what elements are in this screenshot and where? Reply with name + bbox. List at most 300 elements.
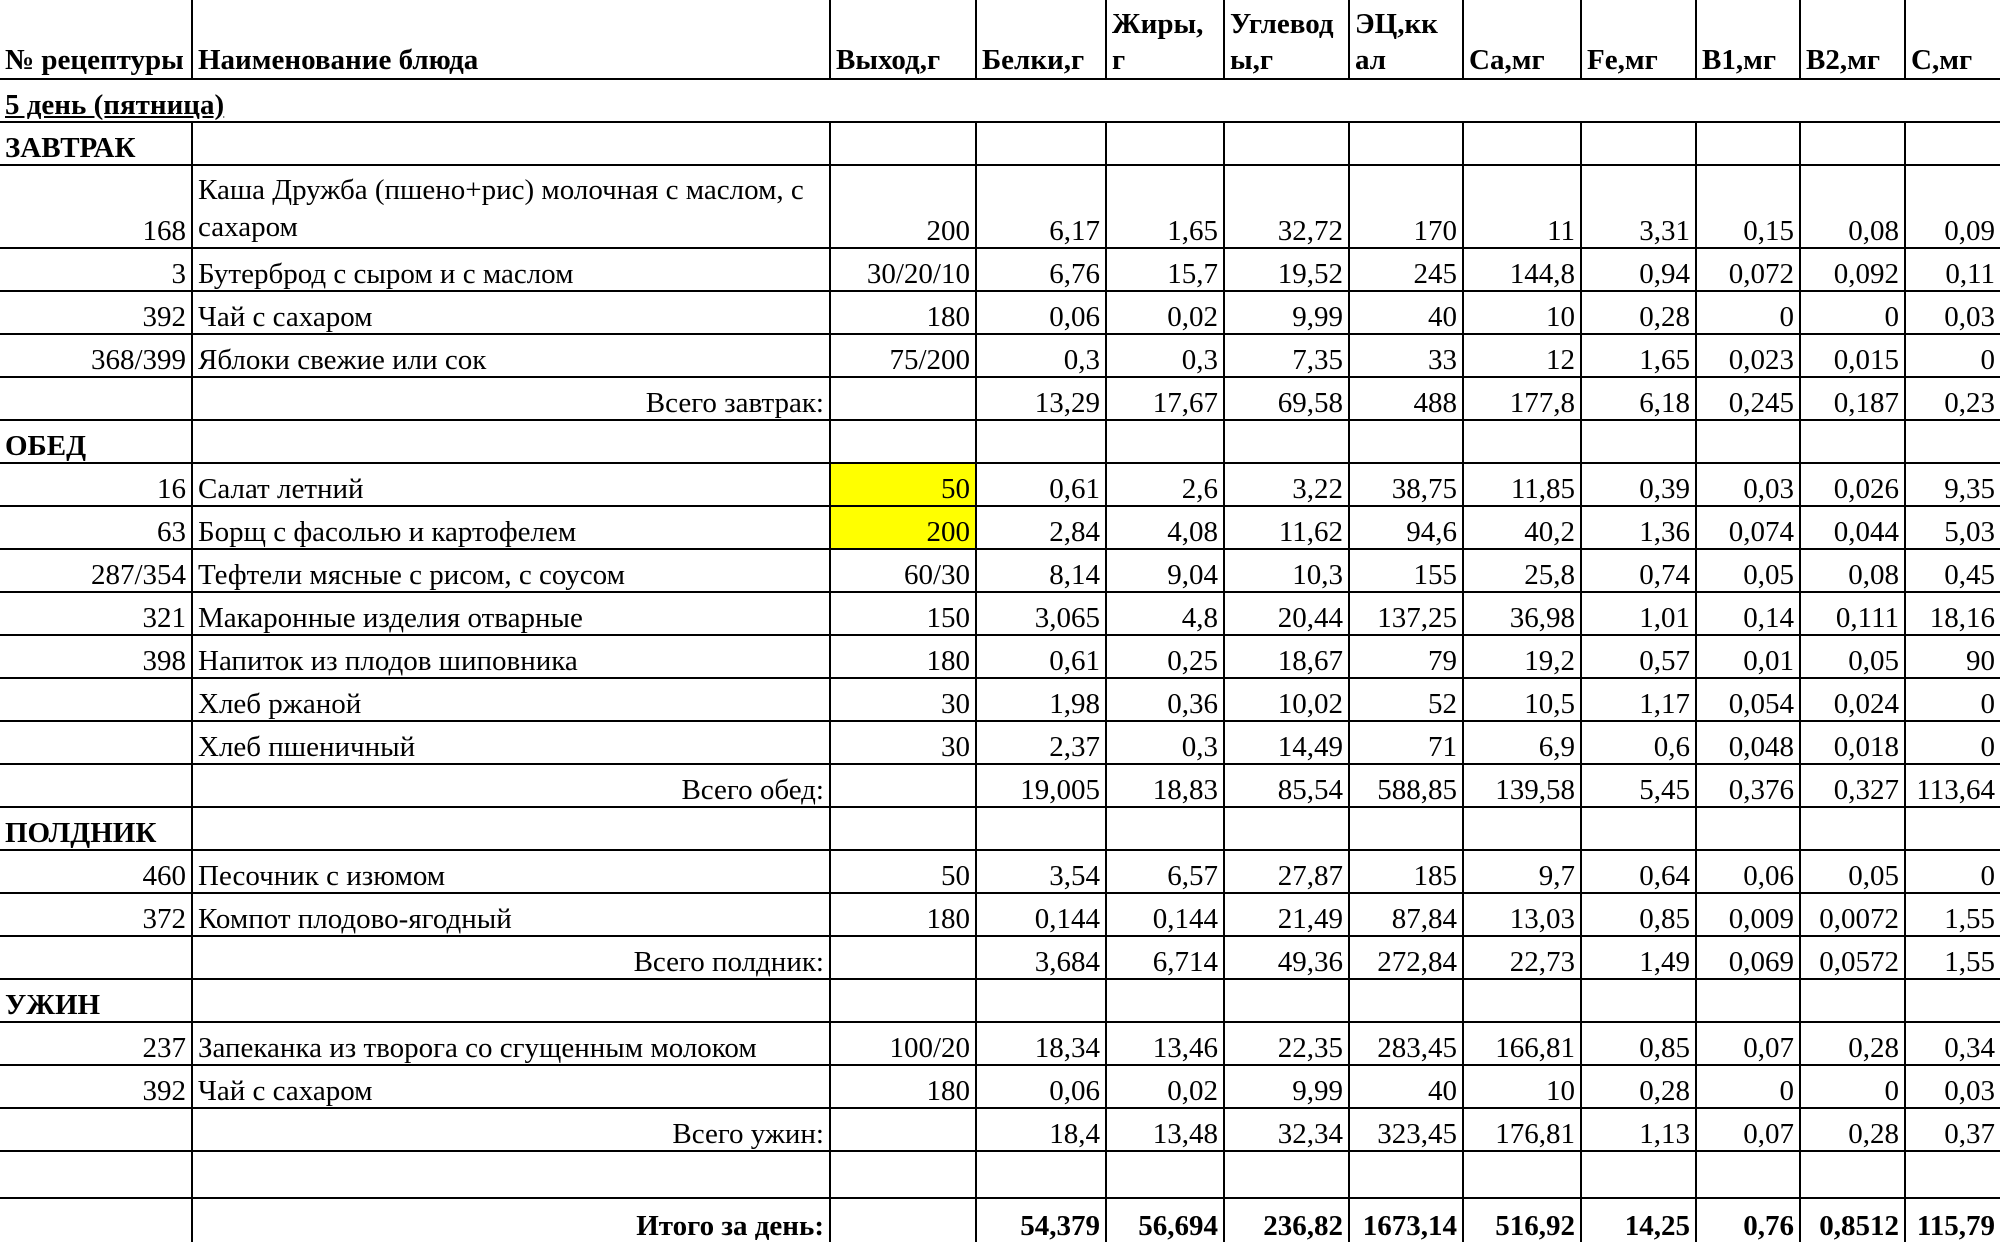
empty-cell [830,377,976,420]
carbs-value: 7,35 [1224,334,1349,377]
empty-cell [1224,420,1349,463]
energy-value: 52 [1349,678,1463,721]
day-row [0,79,2000,122]
carbs-value: 10,02 [1224,678,1349,721]
empty-cell [1581,420,1696,463]
empty-cell [1905,420,2000,463]
protein-value: 6,76 [976,248,1106,291]
iron-value: 0,64 [1581,850,1696,893]
calcium-value: 11,85 [1463,463,1581,506]
section-row [0,420,2000,463]
recipe-number: 237 [0,1022,192,1065]
total-value: 69,58 [1224,377,1349,420]
total-value: 0,245 [1696,377,1800,420]
b1-value: 0,072 [1696,248,1800,291]
empty-cell [1106,1151,1224,1198]
section-total-row [0,936,2000,979]
calcium-value: 12 [1463,334,1581,377]
header-cell: ЭЦ,кк ал [1349,0,1463,79]
empty-cell [1224,122,1349,165]
energy-value: 87,84 [1349,893,1463,936]
empty-cell [976,1151,1106,1198]
carbs-value: 11,62 [1224,506,1349,549]
empty-cell [0,377,192,420]
empty-cell [830,979,976,1022]
empty-cell [830,1151,976,1198]
dish-name: Напиток из плодов шиповника [192,635,830,678]
carbs-value: 20,44 [1224,592,1349,635]
empty-cell [1349,807,1463,850]
total-value: 0,187 [1800,377,1905,420]
header-cell: Белки,г [976,0,1106,79]
dish-name: Яблоки свежие или сок [192,334,830,377]
dish-name: Тефтели мясные с рисом, с соусом [192,549,830,592]
dish-name: Чай с сахаром [192,1065,830,1108]
carbs-value: 22,35 [1224,1022,1349,1065]
recipe-number: 3 [0,248,192,291]
empty-cell [1800,420,1905,463]
yield-value: 200 [830,506,976,549]
energy-value: 38,75 [1349,463,1463,506]
calcium-value: 13,03 [1463,893,1581,936]
calcium-value: 10 [1463,291,1581,334]
empty-cell [1581,1151,1696,1198]
empty-cell [0,936,192,979]
empty-cell [1581,122,1696,165]
b2-value: 0 [1800,1065,1905,1108]
total-value: 588,85 [1349,764,1463,807]
recipe-number: 372 [0,893,192,936]
energy-value: 283,45 [1349,1022,1463,1065]
empty-cell [192,807,830,850]
dish-name: Каша Дружба (пшено+рис) молочная с маслом, с сахаром [192,165,830,248]
iron-value: 0,57 [1581,635,1696,678]
empty-cell [1349,122,1463,165]
protein-value: 2,84 [976,506,1106,549]
empty-cell [1696,1151,1800,1198]
recipe-number: 16 [0,463,192,506]
total-value: 272,84 [1349,936,1463,979]
fat-value: 4,8 [1106,592,1224,635]
fat-value: 0,25 [1106,635,1224,678]
recipe-number: 287/354 [0,549,192,592]
vitamin-c-value: 0,34 [1905,1022,2000,1065]
empty-cell [1696,979,1800,1022]
b1-value: 0,03 [1696,463,1800,506]
table-row [0,850,2000,893]
total-value: 49,36 [1224,936,1349,979]
b1-value: 0,048 [1696,721,1800,764]
vitamin-c-value: 90 [1905,635,2000,678]
total-value: 19,005 [976,764,1106,807]
iron-value: 0,74 [1581,549,1696,592]
total-value: 32,34 [1224,1108,1349,1151]
total-value: 18,83 [1106,764,1224,807]
iron-value: 0,94 [1581,248,1696,291]
b2-value: 0,092 [1800,248,1905,291]
yield-value: 30/20/10 [830,248,976,291]
header-cell: В2,мг [1800,0,1905,79]
header-cell: Fe,мг [1581,0,1696,79]
iron-value: 1,36 [1581,506,1696,549]
empty-cell [1581,807,1696,850]
empty-cell [1696,122,1800,165]
recipe-number [0,721,192,764]
carbs-value: 21,49 [1224,893,1349,936]
table-row [0,549,2000,592]
total-value: 0,28 [1800,1108,1905,1151]
b2-value: 0,28 [1800,1022,1905,1065]
carbs-value: 32,72 [1224,165,1349,248]
dish-name: Хлеб пшеничный [192,721,830,764]
empty-cell [192,420,830,463]
b2-value: 0,018 [1800,721,1905,764]
energy-value: 33 [1349,334,1463,377]
protein-value: 2,37 [976,721,1106,764]
section-title: ПОЛДНИК [0,807,192,850]
protein-value: 1,98 [976,678,1106,721]
energy-value: 94,6 [1349,506,1463,549]
empty-cell [1349,420,1463,463]
b2-value: 0,044 [1800,506,1905,549]
total-value: 6,18 [1581,377,1696,420]
b1-value: 0,06 [1696,850,1800,893]
protein-value: 8,14 [976,549,1106,592]
dish-name: Борщ с фасолью и картофелем [192,506,830,549]
iron-value: 0,6 [1581,721,1696,764]
empty-cell [830,936,976,979]
empty-cell [1800,122,1905,165]
section-total-label: Всего полдник: [192,936,830,979]
recipe-number: 392 [0,291,192,334]
grand-total-row [0,1198,2000,1242]
grand-total-label: Итого за день: [192,1198,830,1242]
iron-value: 1,17 [1581,678,1696,721]
table-row [0,635,2000,678]
empty-cell [1224,807,1349,850]
iron-value: 0,28 [1581,1065,1696,1108]
dish-name: Салат летний [192,463,830,506]
energy-value: 40 [1349,291,1463,334]
protein-value: 3,065 [976,592,1106,635]
calcium-value: 144,8 [1463,248,1581,291]
grand-total-value: 115,79 [1905,1198,2000,1242]
fat-value: 0,36 [1106,678,1224,721]
empty-cell [1905,1151,2000,1198]
total-value: 139,58 [1463,764,1581,807]
day-label: 5 день (пятница) [5,88,225,121]
total-value: 0,0572 [1800,936,1905,979]
empty-cell [1224,1151,1349,1198]
energy-value: 170 [1349,165,1463,248]
vitamin-c-value: 0,09 [1905,165,2000,248]
energy-value: 79 [1349,635,1463,678]
empty-cell [1800,979,1905,1022]
yield-value: 50 [830,850,976,893]
section-total-label: Всего ужин: [192,1108,830,1151]
empty-cell [1463,1151,1581,1198]
energy-value: 185 [1349,850,1463,893]
b2-value: 0,08 [1800,165,1905,248]
yield-value: 200 [830,165,976,248]
empty-cell [1696,420,1800,463]
iron-value: 1,01 [1581,592,1696,635]
total-value: 0,327 [1800,764,1905,807]
calcium-value: 9,7 [1463,850,1581,893]
empty-cell [0,764,192,807]
table-row [0,1022,2000,1065]
table-row [0,721,2000,764]
vitamin-c-value: 1,55 [1905,893,2000,936]
empty-cell [1800,807,1905,850]
b1-value: 0,07 [1696,1022,1800,1065]
fat-value: 1,65 [1106,165,1224,248]
yield-value: 75/200 [830,334,976,377]
calcium-value: 10,5 [1463,678,1581,721]
section-row [0,979,2000,1022]
empty-cell [1349,1151,1463,1198]
carbs-value: 27,87 [1224,850,1349,893]
empty-cell [192,122,830,165]
empty-cell [1106,807,1224,850]
fat-value: 0,3 [1106,334,1224,377]
grand-total-value: 1673,14 [1349,1198,1463,1242]
table-row [0,334,2000,377]
calcium-value: 19,2 [1463,635,1581,678]
header-row [0,0,2000,79]
protein-value: 0,61 [976,463,1106,506]
b2-value: 0,026 [1800,463,1905,506]
empty-cell [1463,420,1581,463]
b1-value: 0,15 [1696,165,1800,248]
empty-cell [830,1108,976,1151]
carbs-value: 14,49 [1224,721,1349,764]
total-value: 0,069 [1696,936,1800,979]
empty-cell [1106,122,1224,165]
table-row [0,506,2000,549]
total-value: 85,54 [1224,764,1349,807]
empty-cell [192,979,830,1022]
header-cell: Наименование блюда [192,0,830,79]
yield-value: 180 [830,291,976,334]
b1-value: 0,009 [1696,893,1800,936]
b1-value: 0,01 [1696,635,1800,678]
grand-total-value: 0,76 [1696,1198,1800,1242]
iron-value: 0,28 [1581,291,1696,334]
carbs-value: 9,99 [1224,291,1349,334]
empty-cell [0,1108,192,1151]
empty-cell [976,122,1106,165]
grand-total-value: 54,379 [976,1198,1106,1242]
fat-value: 0,3 [1106,721,1224,764]
table-row [0,248,2000,291]
empty-cell [830,764,976,807]
empty-cell [0,1151,192,1198]
empty-cell [1463,122,1581,165]
recipe-number: 368/399 [0,334,192,377]
total-value: 3,684 [976,936,1106,979]
b2-value: 0,05 [1800,850,1905,893]
vitamin-c-value: 0 [1905,850,2000,893]
fat-value: 13,46 [1106,1022,1224,1065]
header-cell: № рецептуры [0,0,192,79]
b2-value: 0,024 [1800,678,1905,721]
vitamin-c-value: 0 [1905,678,2000,721]
header-cell: В1,мг [1696,0,1800,79]
fat-value: 0,144 [1106,893,1224,936]
empty-cell [830,420,976,463]
table-row [0,592,2000,635]
total-value: 113,64 [1905,764,2000,807]
vitamin-c-value: 0,11 [1905,248,2000,291]
total-value: 177,8 [1463,377,1581,420]
yield-value: 60/30 [830,549,976,592]
b1-value: 0,023 [1696,334,1800,377]
carbs-value: 10,3 [1224,549,1349,592]
table-row [0,463,2000,506]
calcium-value: 6,9 [1463,721,1581,764]
empty-cell [1581,979,1696,1022]
table-row [0,165,2000,248]
header-cell: Углевод ы,г [1224,0,1349,79]
empty-cell [1905,122,2000,165]
recipe-number: 392 [0,1065,192,1108]
total-value: 13,48 [1106,1108,1224,1151]
day-title [0,79,2000,122]
empty-cell [1106,420,1224,463]
total-value: 1,49 [1581,936,1696,979]
calcium-value: 36,98 [1463,592,1581,635]
grand-total-value: 14,25 [1581,1198,1696,1242]
table-row [0,678,2000,721]
fat-value: 15,7 [1106,248,1224,291]
vitamin-c-value: 0,03 [1905,291,2000,334]
yield-value: 50 [830,463,976,506]
iron-value: 3,31 [1581,165,1696,248]
empty-cell [0,1198,192,1242]
energy-value: 137,25 [1349,592,1463,635]
energy-value: 245 [1349,248,1463,291]
dish-name: Макаронные изделия отварные [192,592,830,635]
empty-cell [830,1198,976,1242]
carbs-value: 9,99 [1224,1065,1349,1108]
vitamin-c-value: 0,03 [1905,1065,2000,1108]
total-value: 13,29 [976,377,1106,420]
section-total-label: Всего обед: [192,764,830,807]
empty-cell [1463,807,1581,850]
empty-cell [1905,979,2000,1022]
protein-value: 0,06 [976,1065,1106,1108]
energy-value: 155 [1349,549,1463,592]
dish-name: Бутерброд с сыром и с маслом [192,248,830,291]
calcium-value: 40,2 [1463,506,1581,549]
dish-name: Запеканка из творога со сгущенным молоком [192,1022,830,1065]
protein-value: 0,144 [976,893,1106,936]
iron-value: 1,65 [1581,334,1696,377]
yield-value: 180 [830,1065,976,1108]
dish-name: Песочник с изюмом [192,850,830,893]
total-value: 1,13 [1581,1108,1696,1151]
calcium-value: 11 [1463,165,1581,248]
total-value: 0,07 [1696,1108,1800,1151]
b1-value: 0 [1696,1065,1800,1108]
total-value: 0,23 [1905,377,2000,420]
grand-total-value: 56,694 [1106,1198,1224,1242]
b1-value: 0,054 [1696,678,1800,721]
empty-cell [1696,807,1800,850]
empty-cell [1349,979,1463,1022]
section-row [0,122,2000,165]
recipe-number: 460 [0,850,192,893]
recipe-number: 398 [0,635,192,678]
total-value: 1,55 [1905,936,2000,979]
calcium-value: 25,8 [1463,549,1581,592]
vitamin-c-value: 0 [1905,334,2000,377]
empty-cell [1463,979,1581,1022]
yield-value: 150 [830,592,976,635]
table-row [0,893,2000,936]
iron-value: 0,39 [1581,463,1696,506]
yield-value: 30 [830,678,976,721]
section-title: ЗАВТРАК [0,122,192,165]
total-value: 17,67 [1106,377,1224,420]
yield-value: 180 [830,635,976,678]
header-cell: Жиры, г [1106,0,1224,79]
recipe-number: 168 [0,165,192,248]
vitamin-c-value: 9,35 [1905,463,2000,506]
section-title: ОБЕД [0,420,192,463]
grand-total-value: 0,8512 [1800,1198,1905,1242]
protein-value: 0,06 [976,291,1106,334]
header-cell: Са,мг [1463,0,1581,79]
fat-value: 2,6 [1106,463,1224,506]
total-value: 0,376 [1696,764,1800,807]
energy-value: 71 [1349,721,1463,764]
recipe-number: 63 [0,506,192,549]
protein-value: 0,61 [976,635,1106,678]
protein-value: 3,54 [976,850,1106,893]
empty-cell [1224,979,1349,1022]
vitamin-c-value: 5,03 [1905,506,2000,549]
grand-total-value: 236,82 [1224,1198,1349,1242]
vitamin-c-value: 0,45 [1905,549,2000,592]
empty-cell [976,420,1106,463]
b1-value: 0,074 [1696,506,1800,549]
yield-value: 100/20 [830,1022,976,1065]
vitamin-c-value: 18,16 [1905,592,2000,635]
table-row [0,291,2000,334]
empty-cell [976,807,1106,850]
b1-value: 0,05 [1696,549,1800,592]
section-row [0,807,2000,850]
iron-value: 0,85 [1581,1022,1696,1065]
section-title: УЖИН [0,979,192,1022]
dish-name: Компот плодово-ягодный [192,893,830,936]
calcium-value: 166,81 [1463,1022,1581,1065]
b1-value: 0 [1696,291,1800,334]
header-cell: С,мг [1905,0,2000,79]
table-row [0,1065,2000,1108]
section-total-label: Всего завтрак: [192,377,830,420]
empty-cell [830,807,976,850]
yield-value: 180 [830,893,976,936]
b2-value: 0,08 [1800,549,1905,592]
section-total-row [0,377,2000,420]
total-value: 5,45 [1581,764,1696,807]
empty-cell [1106,979,1224,1022]
b2-value: 0,05 [1800,635,1905,678]
fat-value: 6,57 [1106,850,1224,893]
